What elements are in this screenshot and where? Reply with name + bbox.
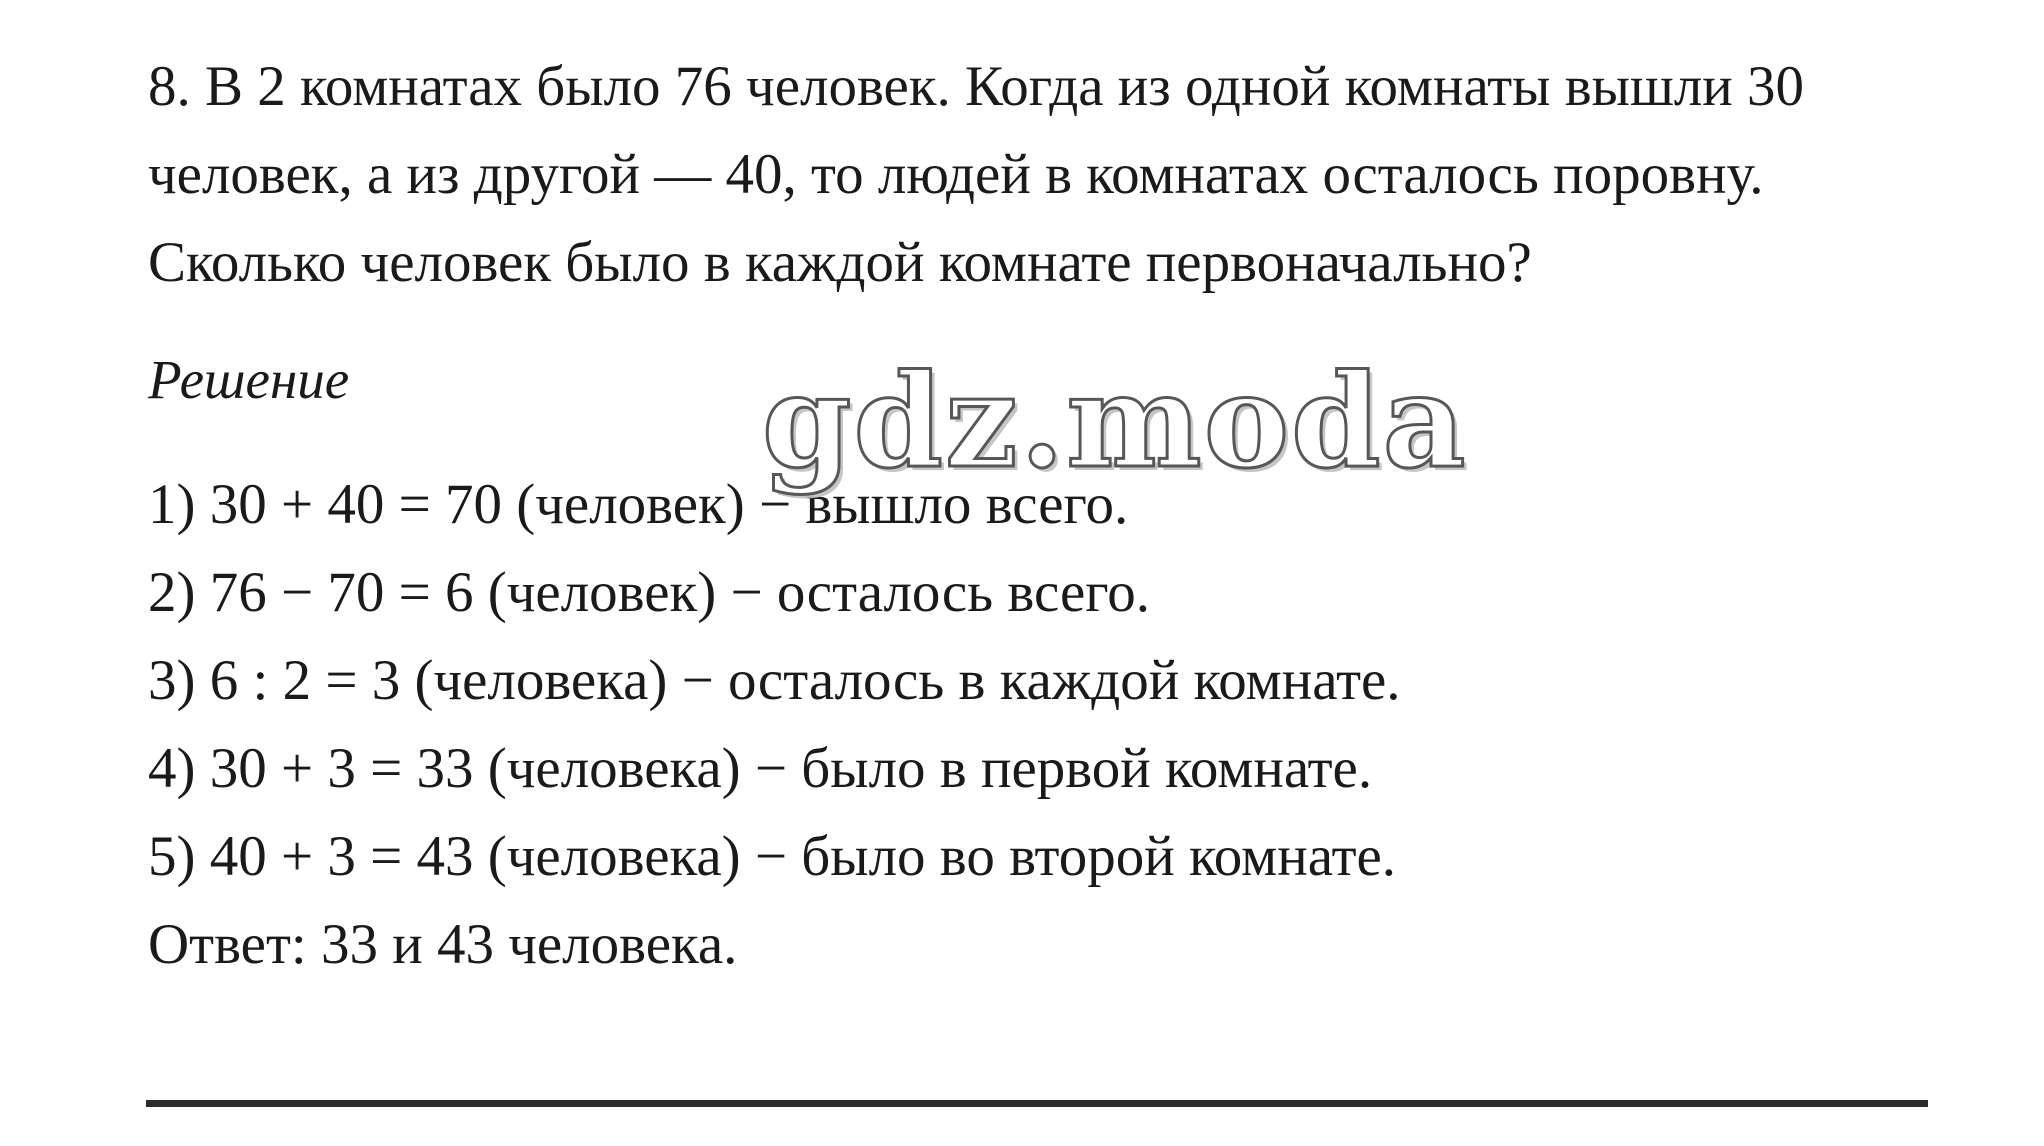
problem-line-1: 8. В 2 комнатах было 76 человек. Когда из одной комнаты вышли 30 (148, 55, 1805, 118)
solution-step-4: 4) 30 + 3 = 33 (человека) − было в первой комнате. (148, 737, 1373, 800)
problem-line-2: человек, а из другой — 40, то людей в комнатах осталось поровну. (148, 143, 1764, 206)
solution-heading: Решение (148, 349, 350, 410)
solution-step-2: 2) 76 − 70 = 6 (человек) − осталось всего. (148, 561, 1150, 624)
solution-step-5: 5) 40 + 3 = 43 (человека) − было во второй комнате. (148, 825, 1397, 888)
problem-line-3: Сколько человек было в каждой комнате первоначально? (148, 231, 1532, 294)
bottom-divider (146, 1100, 1928, 1107)
solution-step-1: 1) 30 + 40 = 70 (человек) − вышло всего. (148, 473, 1129, 536)
solution-step-3: 3) 6 : 2 = 3 (человека) − осталось в каждой комнате. (148, 649, 1401, 712)
answer-line: Ответ: 33 и 43 человека. (148, 913, 738, 976)
watermark-logo: gdz.moda (762, 347, 1468, 497)
